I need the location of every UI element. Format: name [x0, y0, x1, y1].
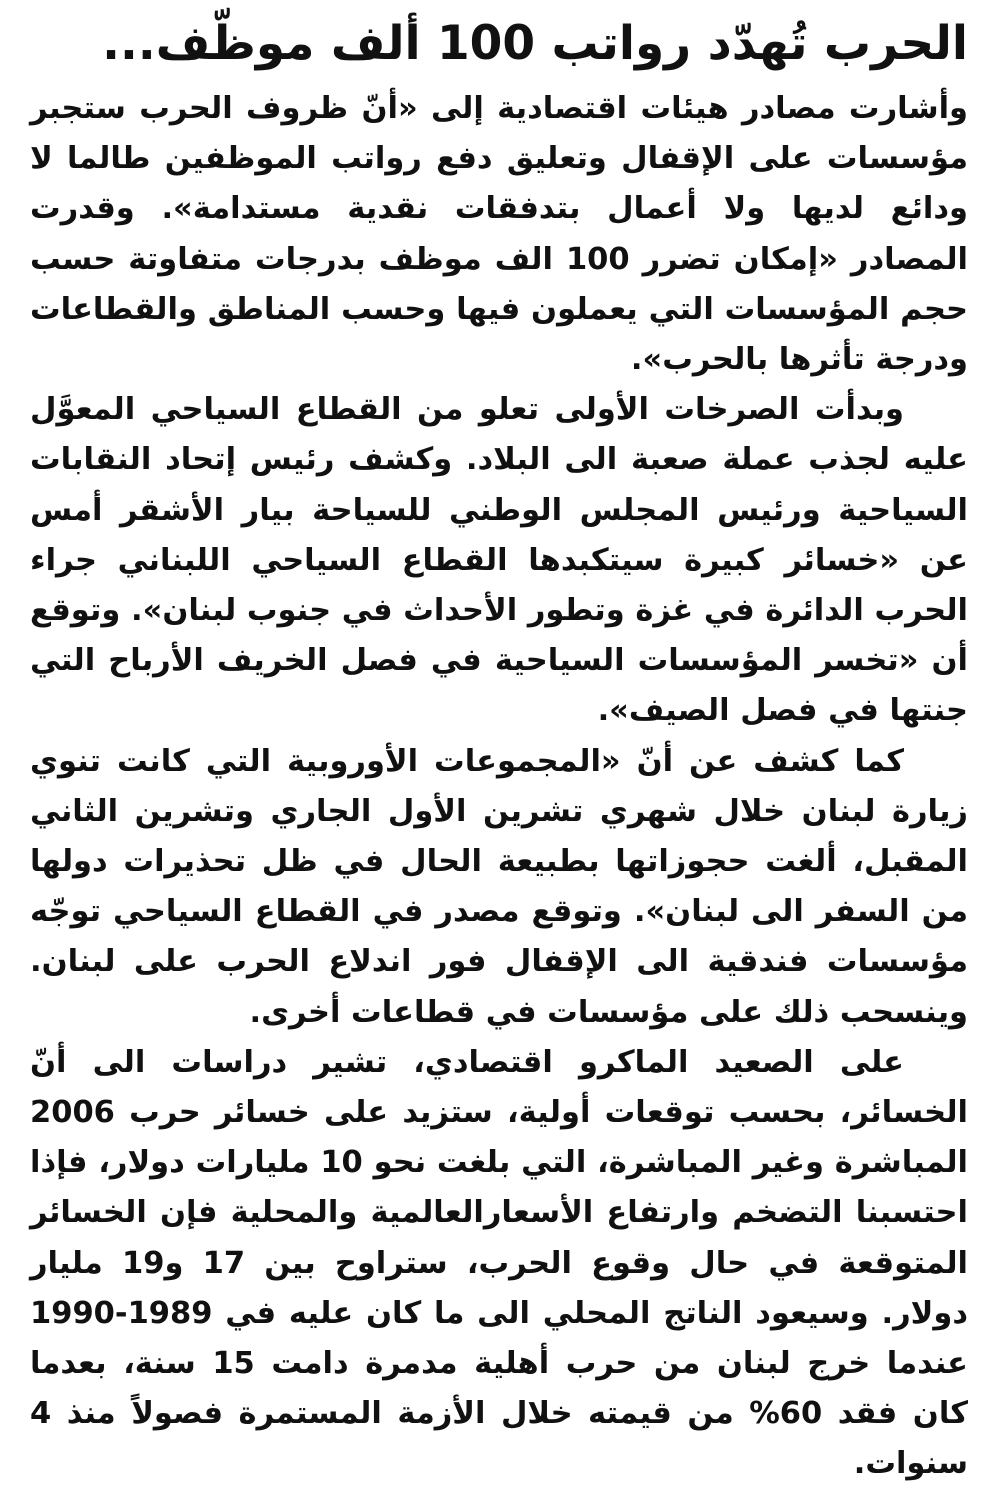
article-paragraph: وأشارت مصادر هيئات اقتصادية إلى «أنّ ظروف الحرب ستجبر مؤسسات على الإقفال وتعليق دفع رواتب الموظفين طالما لا ودائع لديها ولا أعمال بتدفقات نقدية مستدامة». وقدرت المصادر «إمكان تضرر 100 الف موظف بدرجات متفاوتة حسب حجم المؤسسات التي يعملون فيها وحسب المناطق والقطاعات ودرجة تأثرها بالحرب». — [30, 91, 968, 378]
article-paragraph: وبدأت الصرخات الأولى تعلو من القطاع السياحي المعوَّل عليه لجذب عملة صعبة الى البلاد. وكشف رئيس إتحاد النقابات السياحية ورئيس المجلس الوطني للسياحة بيار الأشقر أمس عن «خسائر كبيرة سيتكبدها القطاع السياحي اللبناني جراء الحرب الدائرة في غزة وتطور الأحداث في جنوب لبنان». وتوقع أن «تخسر المؤسسات السياحية في فصل الخريف الأرباح التي جنتها في فصل الصيف». — [30, 392, 968, 729]
article-headline: الحرب تُهدّد رواتب 100 ألف موظّف... — [102, 16, 968, 71]
article-paragraph: كما كشف عن أنّ «المجموعات الأوروبية التي كانت تنوي زيارة لبنان خلال شهري تشرين الأول الجاري وتشرين الثاني المقبل، ألغت حجوزاتها بطبيعة الحال في ظل تحذيرات دولها من السفر الى لبنان». وتوقع مصدر في القطاع السياحي توجّه مؤسسات فندقية الى الإقفال فور اندلاع الحرب على لبنان. وينسحب ذلك على مؤسسات في قطاعات أخرى. — [30, 743, 968, 1030]
article-paragraph: على الصعيد الماكرو اقتصادي، تشير دراسات الى أنّ الخسائر، بحسب توقعات أولية، ستزيد على خسائر حرب 2006 المباشرة وغير المباشرة، التي بلغت نحو 10 مليارات دولار، فإذا احتسبنا التضخم وارتفاع الأسعارالعالمية والمحلية فإن الخسائر المتوقعة في حال وقوع الحرب، ستراوح بين 17 و19 مليار دولار. وسيعود الناتج المحلي الى ما كان عليه في 1989-1990 عندما خرج لبنان من حرب أهلية مدمرة دامت 15 سنة، بعدما كان فقد 60% من قيمته خلال الأزمة المستمرة فصولاً منذ 4 سنوات. — [30, 1044, 969, 1482]
article-body — [30, 84, 968, 1490]
